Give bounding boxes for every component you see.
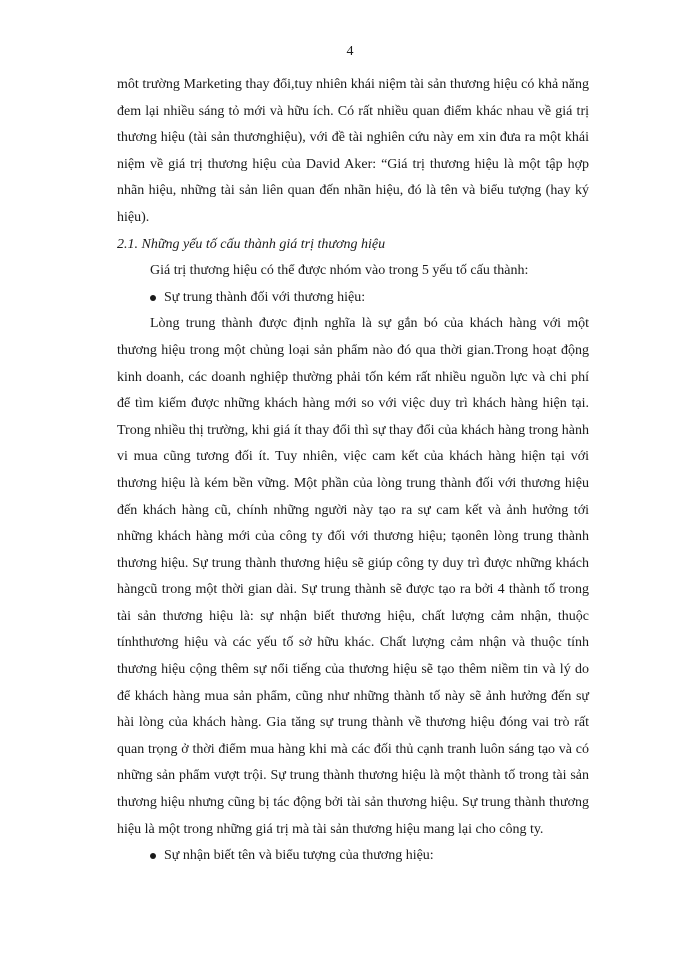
bullet-item-awareness	[117, 843, 589, 870]
page-number: 4	[346, 44, 354, 59]
bullet-label: Sự nhận biết tên và biểu tượng của thương hiệu:	[164, 848, 434, 864]
bullet-label: Sự trung thành đối với thương hiệu:	[164, 289, 366, 305]
page-body	[117, 72, 589, 870]
intro-paragraph: môt trường Marketing thay đổi,tuy nhiên khái niệm tài sản thương hiệu có khả năng đem lại nhiều sáng tỏ mới và hữu ích. Có rất nhiều quan điểm khác nhau về giá trị thương hiệu (tài sản thươnghiệu), với đề tài nghiên cứu này em xin đưa ra một khái niệm về giá trị thương hiệu của David Aker: “Giá trị thương hiệu là một tập hợp nhãn hiệu, những tài sản liên quan đến nhãn hiệu, đó là tên và biểu tượng (hay ký hiệu).	[117, 77, 589, 225]
section-intro-paragraph: Giá trị thương hiệu có thể được nhóm vào trong 5 yếu tố cấu thành:	[150, 263, 529, 279]
bullet-icon	[150, 295, 156, 301]
loyalty-paragraph: Lòng trung thành được định nghĩa là sự gắn bó của khách hàng với một thương hiệu trong một chủng loại sản phẩm nào đó qua thời gian.Trong hoạt động kinh doanh, các doanh nghiệp thường phải tốn kém rất nhiều nguồn lực và chi phí để tìm kiếm được những khách hàng mới so với việc duy trì khách hàng hiện tại. Trong nhiều thị trường, khi giá ít thay đổi thì sự thay đổi của khách hàng trong hành vi mua cũng tương đối ít. Tuy nhiên, việc cam kết của khách hàng hiện tại với thương hiệu là kém bền vững. Một phần của lòng trung thành đối với thương hiệu đến khách hàng cũ, chính những người này tạo ra sự cam kết và ảnh hưởng tới những khách hàng mới của công ty đối với thương hiệu; tạonên lòng trung thành thương hiệu. Sự trung thành thương hiệu sẽ giúp công ty duy trì được những khách hàngcũ trong một thời gian dài. Sự trung thành sẽ được tạo ra bởi 4 thành tố trong tài sản thương hiệu là: sự nhận biết thương hiệu, chất lượng cảm nhận, thuộc tínhthương hiệu và các yếu tố sở hữu khác. Chất lượng cảm nhận và thuộc tính thương hiệu cộng thêm sự nổi tiếng của thương hiệu sẽ tạo thêm niềm tin và lý do để khách hàng mua sản phẩm, cũng như những thành tố này sẽ ảnh hưởng đến sự hài lòng của khách hàng. Gia tăng sự trung thành về thương hiệu đóng vai trò rất quan trọng ở thời điểm mua hàng khi mà các đối thủ cạnh tranh luôn sáng tạo và có những sản phẩm vượt trội. Sự trung thành thương hiệu là một thành tố trong tài sản thương hiệu nhưng cũng bị tác động bởi tài sản thương hiệu. Sự trung thành thương hiệu là một trong những giá trị mà tài sản thương hiệu mang lại cho công ty.	[117, 316, 589, 837]
section-heading: 2.1. Những yếu tố cấu thành giá trị thương hiệu	[117, 236, 386, 252]
bullet-item-loyalty	[117, 285, 589, 312]
